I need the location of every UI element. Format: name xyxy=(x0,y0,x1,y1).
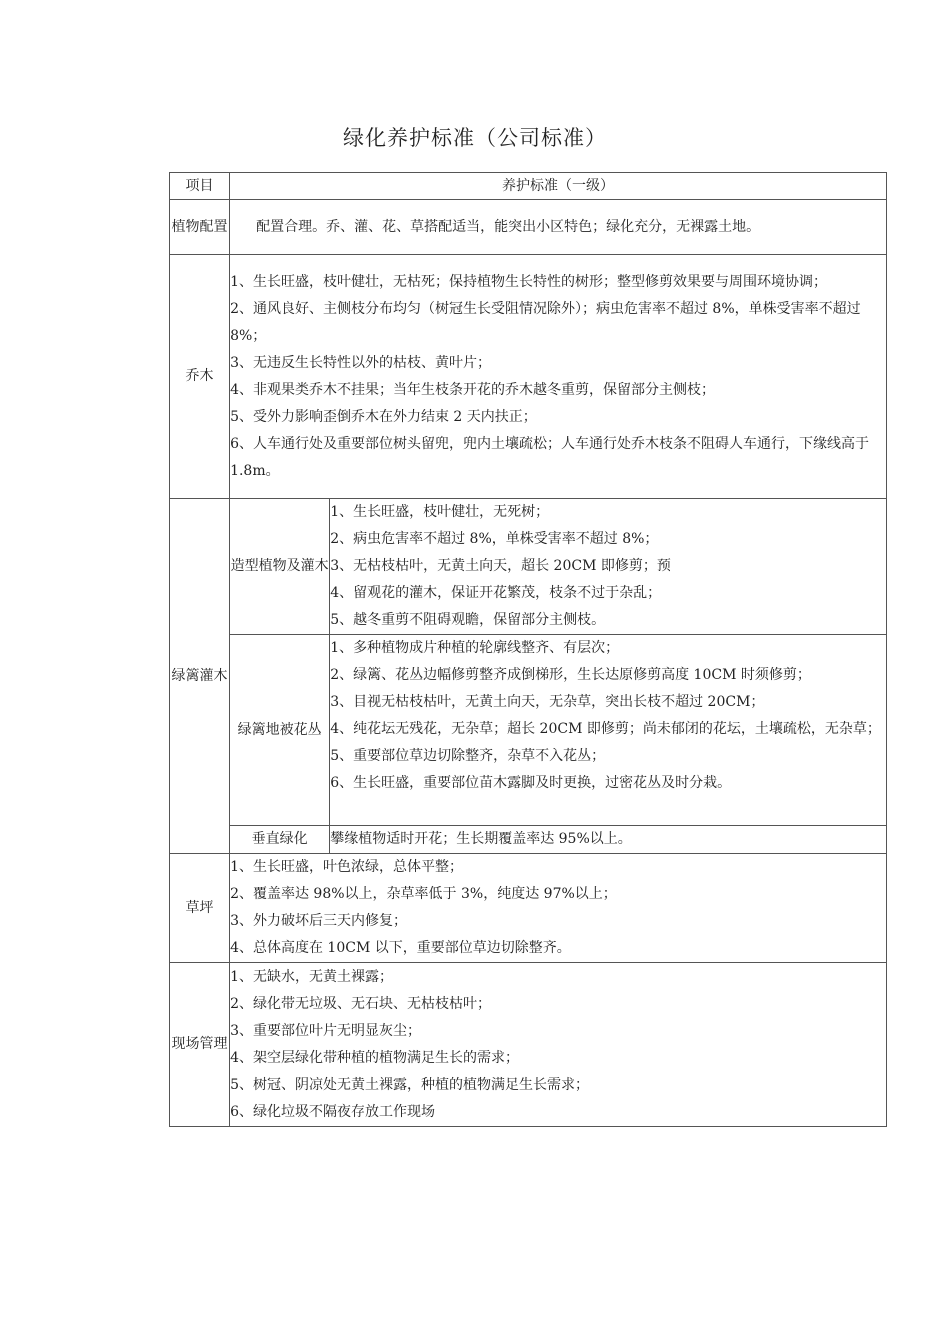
list-item: 5、受外力影响歪倒乔木在外力结束 2 天内扶正； xyxy=(230,408,537,425)
label-trees: 乔木 xyxy=(170,255,230,499)
header-item: 项目 xyxy=(170,173,230,200)
vertical-greening-text: 攀缘植物适时开花；生长期覆盖率达 95%以上。 xyxy=(330,826,887,854)
list-item: 1、生长旺盛，枝叶健壮，无死树； xyxy=(330,504,550,520)
list-item: 5、树冠、阴凉处无黄土裸露，种植的植物满足生长需求； xyxy=(230,1076,589,1093)
lawn-items xyxy=(230,854,887,963)
label-vertical-greening: 垂直绿化 xyxy=(230,826,330,854)
list-item: 6、人车通行处及重要部位树头留兜，兜内土壤疏松；人车通行处乔木枝条不阻碍人车通行，下缘线高于 1.8m。 xyxy=(230,435,869,479)
shaped-items xyxy=(330,499,887,635)
trees-items xyxy=(230,255,887,499)
ground-items xyxy=(330,635,887,826)
label-plant-config: 植物配置 xyxy=(170,200,230,255)
row-plant-config xyxy=(170,200,887,255)
maintenance-standard-table xyxy=(169,172,887,1127)
list-item: 3、外力破坏后三天内修复； xyxy=(230,913,407,929)
list-item: 2、绿化带无垃圾、无石块、无枯枝枯叶； xyxy=(230,995,491,1012)
plant-config-text: 配置合理。乔、灌、花、草搭配适当，能突出小区特色；绿化充分，无裸露土地。 xyxy=(230,200,887,255)
row-site xyxy=(170,963,887,1127)
list-item: 3、重要部位叶片无明显灰尘； xyxy=(230,1022,421,1039)
label-hedges: 绿篱灌木 xyxy=(170,499,230,854)
list-item: 1、生长旺盛，枝叶健壮，无枯死；保持植物生长特性的树形；整型修剪效果要与周围环境协调； xyxy=(230,273,827,290)
list-item: 1、无缺水，无黄土裸露； xyxy=(230,968,393,985)
row-hedges-ground xyxy=(170,635,887,826)
document-title: 绿化养护标准（公司标准） xyxy=(343,126,607,150)
list-item: 6、生长旺盛，重要部位苗木露脚及时更换，过密花丛及时分栽。 xyxy=(330,775,732,791)
label-site-management: 现场管理 xyxy=(170,963,230,1127)
list-item: 4、留观花的灌木，保证开花繁茂，枝条不过于杂乱； xyxy=(330,585,662,601)
list-item: 5、越冬重剪不阻碍观瞻，保留部分主侧枝。 xyxy=(330,612,606,628)
row-trees xyxy=(170,255,887,499)
list-item: 4、架空层绿化带种植的植物满足生长的需求； xyxy=(230,1049,519,1066)
label-lawn: 草坪 xyxy=(170,854,230,963)
list-item: 4、纯花坛无残花，无杂草；超长 20CM 即修剪；尚未郁闭的花坛，土壤疏松，无杂草； xyxy=(330,721,881,737)
list-item: 1、生长旺盛，叶色浓绿，总体平整； xyxy=(230,859,463,875)
header-standard: 养护标准（一级） xyxy=(230,173,887,200)
list-item: 2、通风良好、主侧枝分布均匀（树冠生长受阻情况除外）；病虫危害率不超过 8%，单株受害率不超过 8%； xyxy=(230,300,861,344)
row-hedges-shaped xyxy=(170,499,887,635)
list-item: 3、目视无枯枝枯叶，无黄土向天，无杂草，突出长枝不超过 20CM； xyxy=(330,694,765,710)
label-ground-cover: 绿篱地被花丛 xyxy=(230,635,330,826)
site-items xyxy=(230,963,887,1127)
list-item: 4、总体高度在 10CM 以下，重要部位草边切除整齐。 xyxy=(230,940,571,956)
list-item: 4、非观果类乔木不挂果；当年生枝条开花的乔木越冬重剪，保留部分主侧枝； xyxy=(230,381,715,398)
list-item: 6、绿化垃圾不隔夜存放工作现场 xyxy=(230,1103,435,1120)
list-item: 3、无枯枝枯叶，无黄土向天，超长 20CM 即修剪；预 xyxy=(330,558,671,574)
list-item: 5、重要部位草边切除整齐，杂草不入花丛； xyxy=(330,748,606,764)
row-lawn xyxy=(170,854,887,963)
list-item: 2、绿篱、花丛边幅修剪整齐成倒梯形，生长达原修剪高度 10CM 时须修剪； xyxy=(330,667,811,683)
list-item: 2、病虫危害率不超过 8%，单株受害率不超过 8%； xyxy=(330,531,659,547)
label-shaped-plants: 造型植物及灌木 xyxy=(230,499,330,635)
list-item: 2、覆盖率达 98%以上，杂草率低于 3%，纯度达 97%以上； xyxy=(230,886,617,902)
table-header-row xyxy=(170,173,887,200)
list-item: 3、无违反生长特性以外的枯枝、黄叶片； xyxy=(230,354,491,371)
list-item: 1、多种植物成片种植的轮廓线整齐、有层次； xyxy=(330,640,620,656)
row-hedges-vertical xyxy=(170,826,887,854)
